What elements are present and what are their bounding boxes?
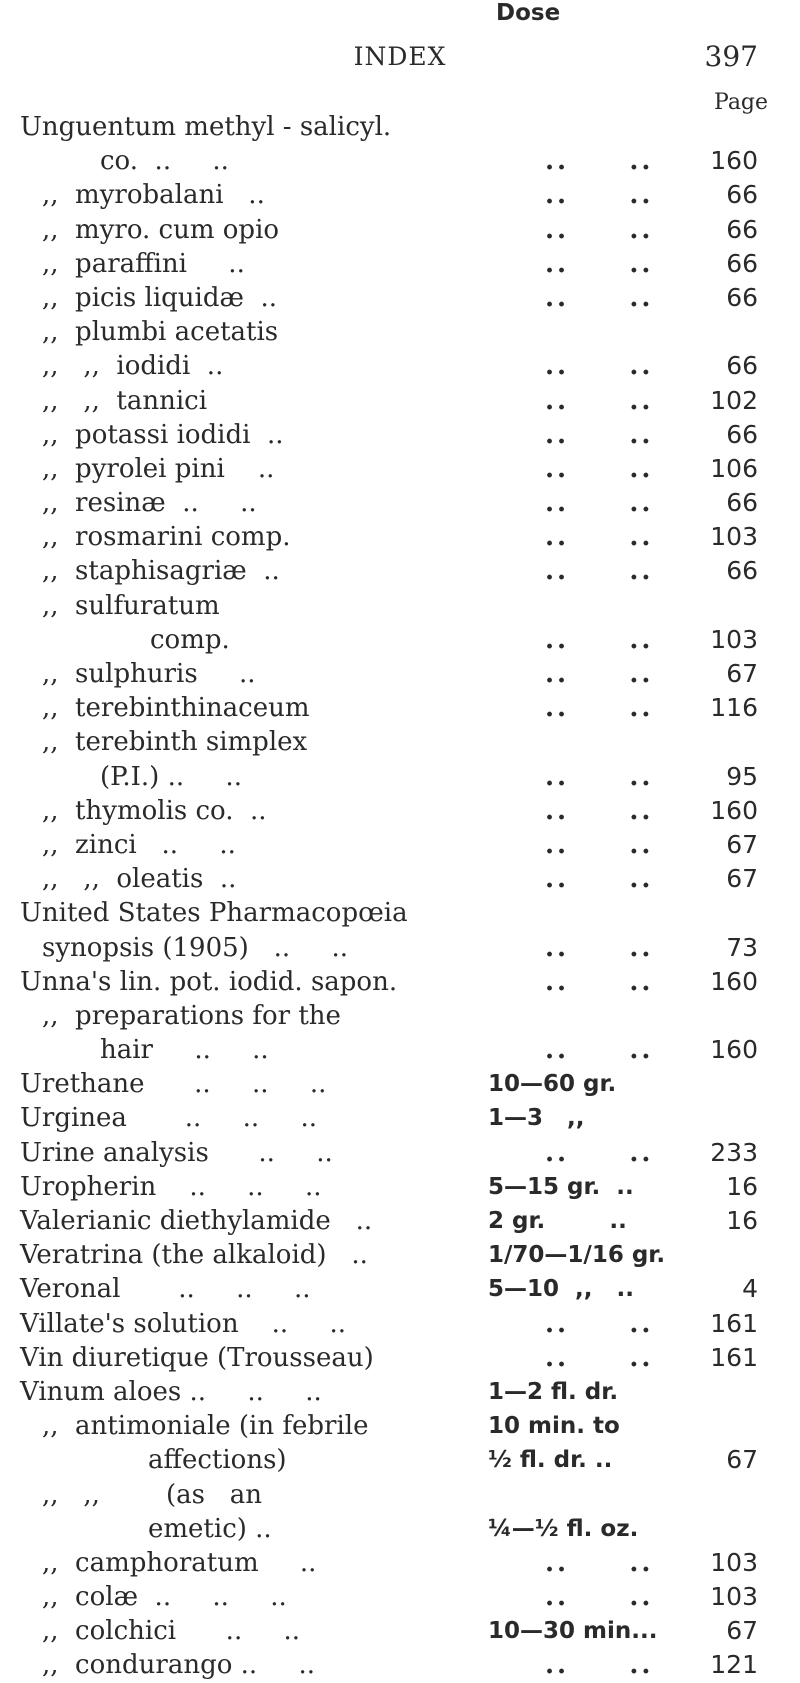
entry-page: 160: [710, 795, 758, 825]
entry-name: ,, condurango .. ..: [42, 1650, 316, 1681]
leader-dots: .. ..: [545, 761, 654, 792]
index-entry: [0, 1170, 800, 1204]
entry-page: 160: [710, 1035, 758, 1065]
entry-page: 103: [710, 1547, 758, 1577]
entry-page: 66: [726, 488, 758, 518]
leader-dots: .. ..: [545, 932, 654, 963]
index-entry: [0, 1101, 800, 1135]
index-entry: [0, 1033, 800, 1067]
entry-page: 67: [726, 829, 758, 859]
index-entry: [0, 520, 800, 554]
leader-dots: .. ..: [545, 829, 654, 860]
entry-page: 121: [710, 1650, 758, 1680]
entry-page: 66: [726, 282, 758, 312]
entry-page: 161: [710, 1308, 758, 1338]
index-entry: [0, 213, 800, 247]
leader-dots: .. ..: [545, 556, 654, 587]
entry-name: Unna's lin. pot. iodid. sapon.: [20, 966, 398, 997]
leader-dots: .. ..: [545, 1035, 654, 1066]
leader-dots: .. ..: [545, 453, 654, 484]
entry-name: ,, rosmarini comp.: [42, 522, 291, 553]
index-entry: [0, 1307, 800, 1341]
entry-name: ,, ,, (as an: [42, 1479, 262, 1510]
leader-dots: .. ..: [545, 966, 654, 997]
entry-page: 66: [726, 214, 758, 244]
page-header: [0, 0, 800, 80]
entry-name: affections): [148, 1445, 287, 1476]
entry-name: synopsis (1905) .. ..: [42, 932, 348, 963]
entry-name: ,, myrobalani ..: [42, 180, 265, 211]
entry-dose: 5—15 gr. ..: [488, 1173, 634, 1200]
index-entry: [0, 862, 800, 896]
index-entry: [0, 1238, 800, 1272]
entry-name: ,, terebinthinaceum: [42, 693, 310, 724]
index-entry: [0, 965, 800, 999]
entry-dose: ½ fl. dr. ..: [488, 1447, 613, 1474]
entry-name: emetic) ..: [148, 1513, 272, 1544]
index-entry: [0, 931, 800, 965]
index-entry: [0, 691, 800, 725]
entry-page: 66: [726, 419, 758, 449]
leader-dots: .. ..: [545, 1650, 654, 1681]
leader-dots: .. ..: [545, 659, 654, 689]
leader-dots: .. ..: [545, 248, 654, 279]
entry-name: ,, pyrolei pini ..: [42, 453, 275, 484]
index-entry: [0, 1614, 800, 1648]
entry-page: 103: [710, 522, 758, 552]
index-entry: [0, 623, 800, 657]
index-entry: [0, 828, 800, 862]
leader-dots: .. ..: [545, 351, 654, 382]
entry-name: ,, plumbi acetatis: [42, 317, 279, 348]
entry-dose: 1—3 ,,: [488, 1105, 585, 1132]
entry-name: hair .. ..: [100, 1035, 269, 1066]
leader-dots: .. ..: [545, 488, 654, 519]
page-number: 397: [704, 40, 758, 73]
entry-page: 67: [726, 659, 758, 688]
entry-dose: 1—2 fl. dr.: [488, 1378, 619, 1405]
index-entry: [0, 144, 800, 178]
leader-dots: .. ..: [545, 1137, 654, 1168]
entry-name: ,, thymolis co. ..: [42, 795, 267, 826]
page-column-header: Page: [714, 90, 769, 115]
entry-dose: ¼—½ fl. oz.: [488, 1515, 639, 1542]
entry-name: ,, myro. cum opio: [42, 214, 280, 245]
entry-page: 67: [726, 1445, 758, 1475]
index-entry: [0, 281, 800, 315]
entry-page: 16: [726, 1171, 758, 1201]
entry-name: ,, colæ .. .. ..: [42, 1582, 287, 1613]
entry-name: Urginea .. .. ..: [20, 1103, 318, 1134]
entry-name: ,, staphisagriæ ..: [42, 556, 280, 587]
entry-name: ,, colchici .. ..: [42, 1616, 301, 1647]
entry-name: Urethane .. .. ..: [20, 1069, 327, 1100]
entry-name: Vin diuretique (Trousseau): [20, 1342, 374, 1373]
leader-dots: .. ..: [545, 214, 654, 245]
index-entry: [0, 418, 800, 452]
index-entry: [0, 1136, 800, 1170]
index-entry: [0, 1341, 800, 1375]
entry-name: ,, antimoniale (in febrile: [42, 1411, 369, 1442]
entry-page: 103: [710, 624, 758, 654]
entry-name: ,, paraffini ..: [42, 248, 245, 279]
entry-name: ,, potassi iodidi ..: [42, 419, 284, 450]
index-entry: [0, 178, 800, 212]
entry-name: Vinum aloes .. .. ..: [20, 1376, 322, 1407]
entry-dose: 10 min. to: [488, 1413, 620, 1440]
entry-dose: 10—60 gr.: [488, 1071, 617, 1098]
entry-name: Valerianic diethylamide ..: [20, 1206, 373, 1236]
entry-name: ,, sulphuris ..: [42, 659, 256, 689]
entry-page: 95: [726, 761, 758, 791]
entry-page: 116: [710, 693, 758, 723]
dose-column-header: Dose: [496, 0, 561, 26]
index-entry: [0, 999, 800, 1033]
index-entry: [0, 1478, 800, 1512]
index-entry: [0, 1546, 800, 1580]
entry-page: 66: [726, 351, 758, 381]
entry-name: ,, camphoratum ..: [42, 1547, 317, 1578]
leader-dots: .. ..: [545, 146, 654, 177]
entry-name: Villate's solution .. ..: [20, 1308, 347, 1339]
index-entry: [0, 247, 800, 281]
index-entry: [0, 1204, 800, 1238]
entry-page: 4: [742, 1274, 758, 1304]
leader-dots: .. ..: [545, 864, 654, 895]
index-entry: [0, 110, 800, 144]
leader-dots: .. ..: [545, 693, 654, 724]
leader-dots: .. ..: [545, 522, 654, 553]
leader-dots: .. ..: [545, 385, 654, 416]
entry-dose: 5—10 ,, ..: [488, 1276, 634, 1303]
index-entry: [0, 349, 800, 383]
index-entry: [0, 1409, 800, 1443]
leader-dots: .. ..: [545, 795, 654, 826]
index-entry: [0, 896, 800, 930]
entry-page: 102: [710, 385, 758, 415]
index-entry: [0, 554, 800, 588]
entry-name: ,, ,, oleatis ..: [42, 864, 237, 895]
entry-page: 161: [710, 1342, 758, 1372]
entry-name: ,, ,, iodidi ..: [42, 351, 224, 382]
index-entries: [0, 110, 800, 1683]
entry-page: 67: [726, 1616, 758, 1646]
entry-page: 106: [710, 453, 758, 483]
entry-page: 103: [710, 1582, 758, 1612]
entry-name: Urine analysis .. ..: [20, 1137, 333, 1168]
entry-name: (P.I.) .. ..: [100, 761, 242, 792]
index-entry: [0, 1580, 800, 1614]
entry-dose: 1/70—1/16 gr.: [488, 1242, 666, 1269]
entry-name: co. .. ..: [100, 146, 229, 177]
entry-dose: 10—30 min...: [488, 1618, 658, 1645]
index-entry: [0, 1067, 800, 1101]
leader-dots: .. ..: [545, 180, 654, 211]
index-entry: [0, 1443, 800, 1477]
entry-page: 233: [710, 1137, 758, 1167]
entry-name: ,, picis liquidæ ..: [42, 282, 277, 313]
entry-name: United States Pharmacopœia: [20, 898, 408, 929]
entry-page: 73: [726, 932, 758, 962]
entry-page: 16: [726, 1206, 758, 1235]
index-entry: [0, 794, 800, 828]
leader-dots: .. ..: [545, 624, 654, 655]
index-entry: [0, 452, 800, 486]
index-entry: [0, 1512, 800, 1546]
entry-page: 66: [726, 248, 758, 278]
index-entry: [0, 1648, 800, 1682]
index-entry: [0, 725, 800, 759]
entry-name: Veronal .. .. ..: [20, 1274, 311, 1305]
index-entry: [0, 657, 800, 691]
index-entry: [0, 760, 800, 794]
entry-page: 66: [726, 180, 758, 210]
index-entry: [0, 384, 800, 418]
entry-name: Unguentum methyl - salicyl.: [20, 112, 392, 142]
entry-page: 160: [710, 966, 758, 996]
index-entry: [0, 486, 800, 520]
leader-dots: .. ..: [545, 1547, 654, 1578]
entry-name: Uropherin .. .. ..: [20, 1171, 322, 1202]
entry-name: ,, preparations for the: [42, 1000, 341, 1031]
entry-page: 66: [726, 556, 758, 586]
leader-dots: .. ..: [545, 282, 654, 313]
entry-name: ,, ,, tannici: [42, 385, 208, 416]
leader-dots: .. ..: [545, 1582, 654, 1613]
entry-name: comp.: [150, 624, 230, 655]
index-entry: [0, 1272, 800, 1306]
entry-page: 160: [710, 146, 758, 176]
entry-dose: 2 gr. ..: [488, 1208, 627, 1234]
entry-name: Veratrina (the alkaloid) ..: [20, 1240, 368, 1271]
leader-dots: .. ..: [545, 1342, 654, 1373]
running-head: INDEX: [353, 42, 447, 71]
entry-name: ,, terebinth simplex: [42, 727, 308, 758]
entry-name: ,, resinæ .. ..: [42, 488, 257, 519]
leader-dots: .. ..: [545, 1308, 654, 1339]
entry-name: ,, zinci .. ..: [42, 829, 236, 860]
index-entry: [0, 1375, 800, 1409]
entry-name: ,, sulfuratum: [42, 590, 220, 621]
index-entry: [0, 315, 800, 349]
entry-page: 67: [726, 864, 758, 894]
leader-dots: .. ..: [545, 419, 654, 450]
index-entry: [0, 589, 800, 623]
